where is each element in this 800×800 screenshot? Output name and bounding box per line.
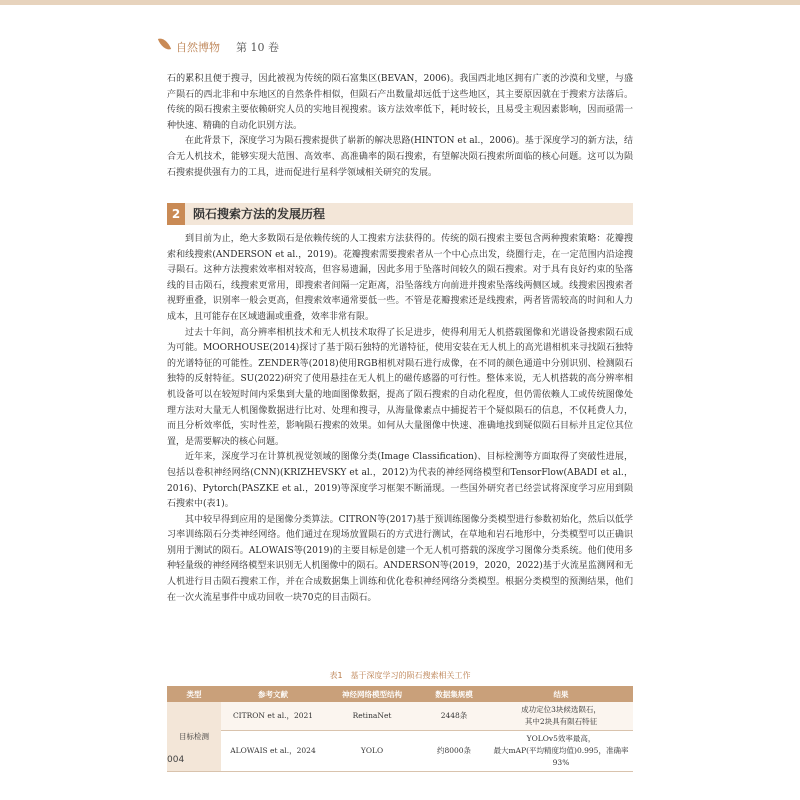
result-line: 其中2块具有陨石特征 [524,717,598,726]
header-bar [0,0,800,5]
paragraph: 过去十年间，高分辨率相机技术和无人机技术取得了长足进步，使得利用无人机搭载图像和光谱设备搜索陨石成为可能。MOORHOUSE(2014)探讨了基于陨石独特的光谱特征，使用安装在无人机上的高光谱相机来寻找陨石独特的光谱特征的可能性。ZENDER等(2018)使用RGB相机对陨石进行成像，在不同的颜色通道中分别识别、检测陨石独特的反射特征。SU(2022)研究了使用悬挂在无人机上的磁传感器的可行性。整体来说，无人机搭载的高分辨率相机设备可以在较短时间内采集到大量的地面图像数据，提高了陨石搜索的自动化程度，但仍需依赖人工或传统图像处理方法对大量无人机图像数据进行比对、处理和搜寻，从海量像素点中捕捉若干个疑似陨石的信息，不仅耗费人力，而且分析效率低，实时性差，影响陨石搜索的效果。如何从大量图像中快速、准确地找到疑似陨石目标并且定位其位置，是需要解决的核心问题。 [167,327,633,447]
section-title: 陨石搜索方法的发展历程 [193,207,326,221]
result-line: 最大mAP(平均精度均值)0.995，准确率93% [493,746,629,767]
paragraph: 到目前为止，绝大多数陨石是依赖传统的人工搜索方法获得的。传统的陨石搜索主要包含两种搜索策略：花瓣搜索和线搜索(ANDERSON et al.，2019)。花瓣搜索需要搜索者从一个中心点出发，绕圈行走，在一定范围内沿途搜寻陨石。这种方法搜索效率相对较高，但容易遗漏，因此多用于坠落时间较久的陨石搜索。对于具有良好约束的坠落线的目击陨石，线搜索更常用，即搜索者间隔一定距离，沿坠落线方向前进并搜索坠落线两侧区域。线搜索因搜索者视野重叠，识别率一般会更高，但搜索效率通常要低一些。不管是花瓣搜索还是线搜索，两者皆需较高的时间和人力成本，且可能存在区域遗漏或重叠，效率非常有限。 [167,234,633,322]
leaf-icon [158,36,171,52]
paragraph: 石的累积且便于搜寻，因此被视为传统的陨石富集区(BEVAN，2006)。我国西北地区拥有广袤的沙漠和戈壁，与盛产陨石的西北非和中东地区的自然条件相似，但陨石产出数量却远低于这些地区，其主要原因就在于搜索方法落后。传统的陨石搜索主要依赖研究人员的实地目视搜索。该方法效率低下，耗时较长，且易受主观因素影响，因而亟需一种快速、精确的自动化识别方法。 [167,74,633,131]
header-model: 神经网络模型结构 [325,686,419,702]
result-line: 成功定位3块候选陨石， [521,705,601,714]
series-title: 自然博物 [176,41,220,54]
header-reference: 参考文献 [221,686,325,702]
header-result: 结果 [489,686,633,702]
section-body [167,232,633,606]
intro-text [167,72,633,181]
running-header [0,0,800,62]
table-header-row [167,686,633,702]
model-cell: YOLO [325,731,419,772]
reference-cell: CITRON et al.，2021 [221,702,325,731]
header-dataset: 数据集规模 [419,686,489,702]
result-cell [489,702,633,731]
table-caption: 表1 基于深度学习的陨石搜索相关工作 [329,671,471,680]
table-row [167,702,633,731]
result-line: YOLOv5效率最高， [526,734,596,743]
result-cell [489,731,633,772]
section-number: 2 [167,203,185,225]
dataset-cell: 2448条 [419,702,489,731]
dataset-cell: 约8000条 [419,731,489,772]
model-cell: RetinaNet [325,702,419,731]
header-type: 类型 [167,686,221,702]
page-number: 004 [167,755,185,765]
related-work-table [167,686,633,772]
volume-label: 第 10 卷 [236,41,279,54]
section-heading [167,203,633,225]
paragraph: 近年来，深度学习在计算机视觉领域的图像分类(Image Classification)、目标检测等方面取得了突破性进展，包括以卷积神经网络(CNN)(KRIZHEVSKY et al.，2012)为代表的神经网络模型和TensorFlow(ABADI et al.，2016)、Pytorch(PASZKE et al.，2019)等深度学习框架不断涌现。一些国外研究者已经尝试将深度学习应用到陨石搜索中(表1)。 [167,452,633,510]
category-cell: 目标检测 [167,702,221,772]
reference-cell: ALOWAIS et al.，2024 [221,731,325,772]
paragraph: 其中较早得到应用的是图像分类算法。CITRON等(2017)基于预训练图像分类模型进行参数初始化，然后以低学习率训练陨石分类神经网络。他们通过在现场放置陨石的方式进行测试，在草地和岩石地形中，分类模型可以正确识别用于测试的陨石。ALOWAIS等(2019)的主要目标是创建一个无人机可搭载的深度学习图像分类系统。他们使用多种轻量级的神经网络模型来识别无人机图像中的陨石。ANDERSON等(2019，2020，2022)基于火流星监测网和无人机进行目击陨石搜索工作，并在合成数据集上训练和优化卷积神经网络分类模型。根据分类模型的预测结果，他们在一次火流星事件中成功回收一块70克的目击陨石。 [167,514,633,603]
table-row [167,731,633,772]
paragraph: 在此背景下，深度学习为陨石搜索提供了崭新的解决思路(HINTON et al.，2006)。基于深度学习的新方法，结合无人机技术，能够实现大范围、高效率、高准确率的陨石搜索，有望解决陨石搜索所面临的核心问题。这可以为陨石搜索提供强有力的工具，进而促进行星科学领域相关研究的发展。 [167,136,633,178]
